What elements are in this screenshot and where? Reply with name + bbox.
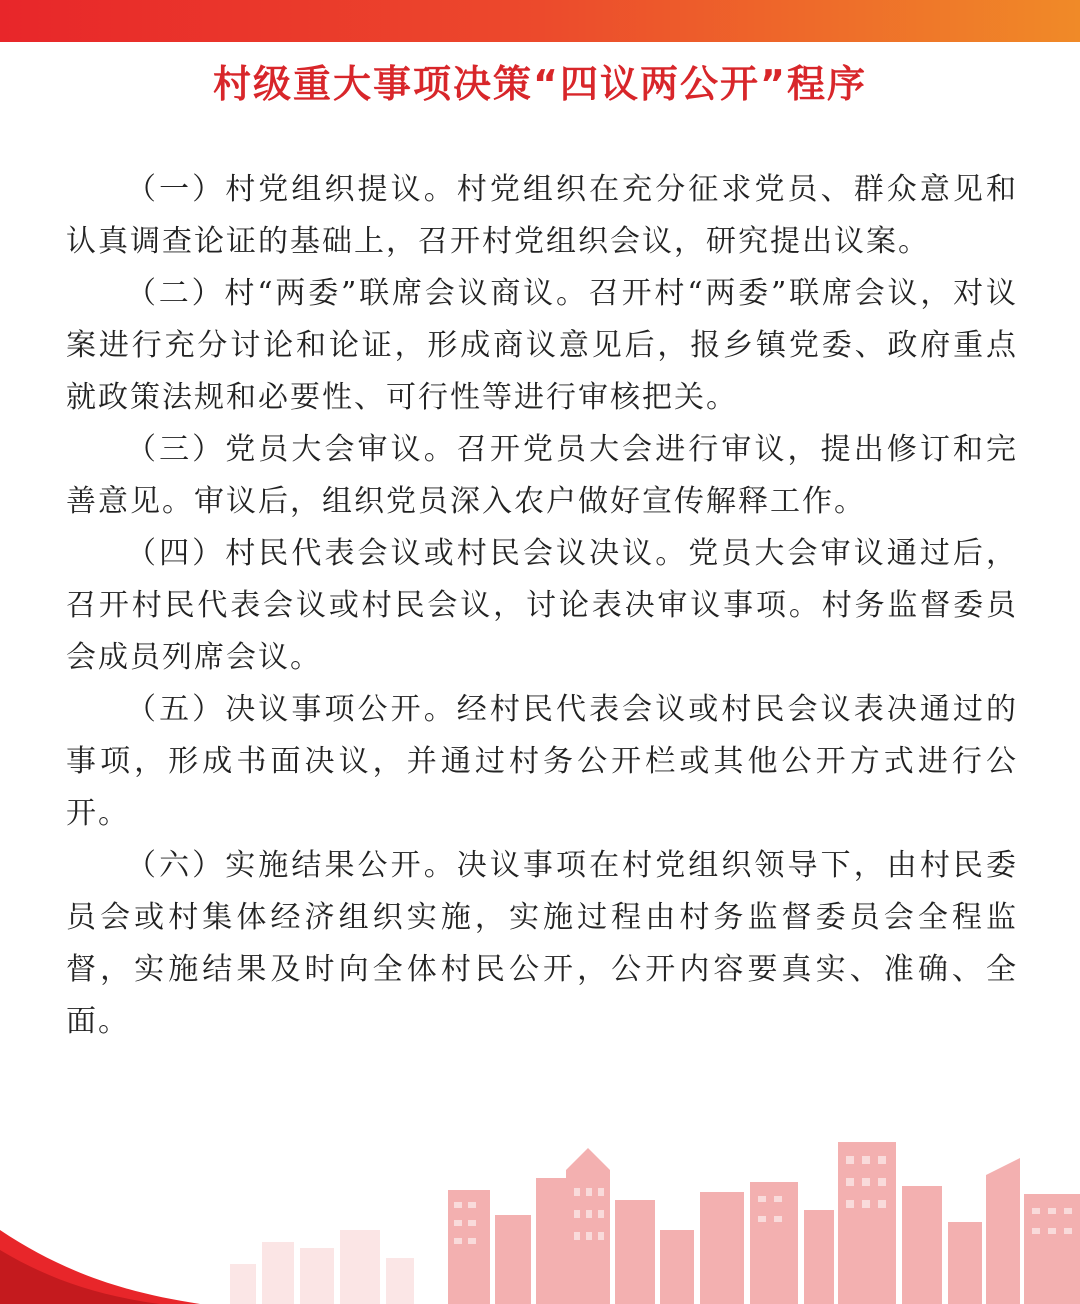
procedure-body: [66, 164, 1018, 1048]
procedure-step-5: （五）决议事项公开。经村民代表会议或村民会议表决通过的事项，形成书面决议，并通过村务公开栏或其他公开方式进行公开。: [66, 692, 1018, 831]
procedure-step-4: （四）村民代表会议或村民会议决议。党员大会审议通过后，召开村民代表会议或村民会议，讨论表决审议事项。村务监督委员会成员列席会议。: [66, 536, 1018, 675]
procedure-step-1: （一）村党组织提议。村党组织在充分征求党员、群众意见和认真调查论证的基础上，召开村党组织会议，研究提出议案。: [66, 172, 1018, 259]
decorative-red-curve: [0, 1200, 200, 1304]
top-accent-bar: [0, 0, 1080, 42]
page-title: 村级重大事项决策“四议两公开”程序: [213, 62, 867, 106]
procedure-step-2: （二）村“两委”联席会议商议。召开村“两委”联席会议，对议案进行充分讨论和论证，形成商议意见后，报乡镇党委、政府重点就政策法规和必要性、可行性等进行审核把关。: [66, 276, 1018, 415]
procedure-step-6: （六）实施结果公开。决议事项在村党组织领导下，由村民委员会或村集体经济组织实施，实施过程由村务监督委员会全程监督，实施结果及时向全体村民公开，公开内容要真实、准确、全面。: [66, 848, 1018, 1039]
procedure-step-3: （三）党员大会审议。召开党员大会进行审议，提出修订和完善意见。审议后，组织党员深入农户做好宣传解释工作。: [66, 432, 1018, 519]
